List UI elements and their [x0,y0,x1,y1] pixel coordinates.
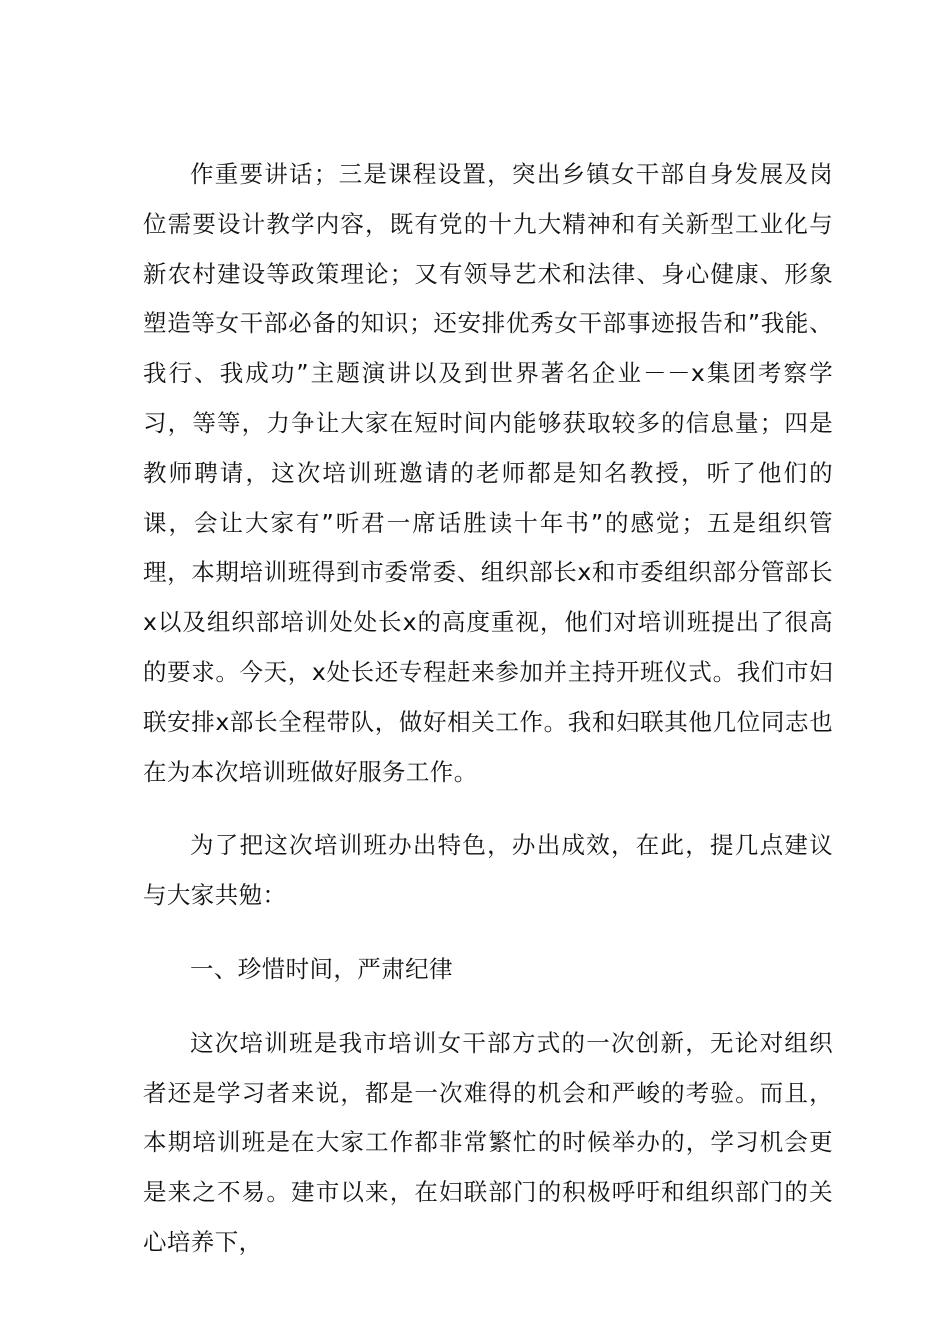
paragraph-spacer [143,995,833,1019]
paragraph-spacer [143,797,833,821]
paragraph-spacer [143,921,833,945]
section-heading: 一、珍惜时间，严肃纪律 [190,954,453,983]
body-paragraph-2: 为了把这次培训班办出特色，办出成效，在此，提几点建议与大家共勉： [143,831,833,910]
body-paragraph-1: 作重要讲话；三是课程设置，突出乡镇女干部自身发展及岗位需要设计教学内容，既有党的十九大精神和有关新型工业化与新农村建设等政策理论；又有领导艺术和法律、身心健康、形象塑造等女干部必备的知识；还安排优秀女干部事迹报告和”我能、我行、我成功”主题演讲以及到世界著名企业－－x集团考察学习，等等，力争让大家在短时间内能够获取较多的信息量；四是教师聘请，这次培训班邀请的老师都是知名教授，听了他们的课，会让大家有”听君一席话胜读十年书”的感觉；五是组织管理，本期培训班得到市委常委、组织部长x和市委组织部分管部长x以及组织部培训处处长x的高度重视，他们对培训班提出了很高的要求。今天，x处长还专程赶来参加并主持开班仪式。我们市妇联安排x部长全程带队，做好相关工作。我和妇联其他几位同志也在为本次培训班做好服务工作。 [143,160,833,786]
document-body [143,150,833,1268]
body-paragraph-3: 这次培训班是我市培训女干部方式的一次创新，无论对组织者还是学习者来说，都是一次难得的机会和严峻的考验。而且，本期培训班是在大家工作都非常繁忙的时候举办的，学习机会更是来之不易。建市以来，在妇联部门的积极呼吁和组织部门的关心培养下， [143,1028,833,1256]
